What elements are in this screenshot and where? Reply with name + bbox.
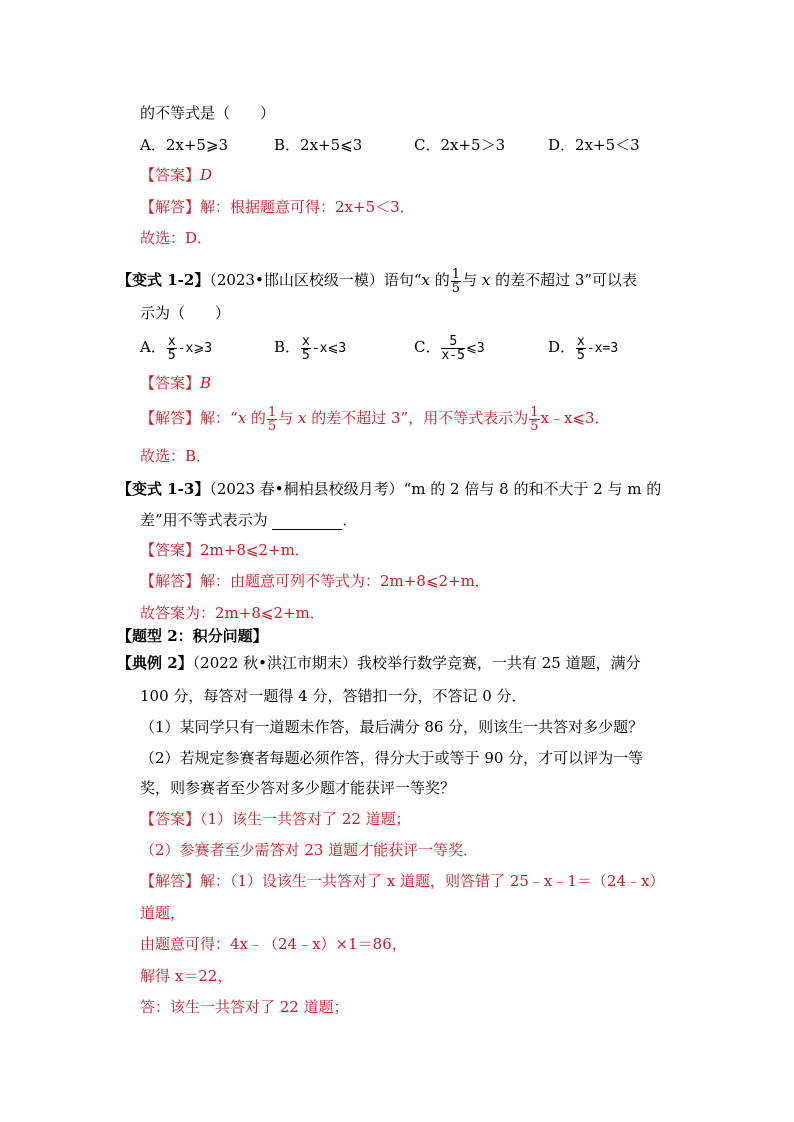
solution-var: x <box>237 409 247 427</box>
numerator: x <box>302 334 310 349</box>
solution-label: 【解答】 <box>140 872 201 890</box>
option-expr: -x⩾3 <box>177 341 213 356</box>
denominator: 5 <box>530 418 539 434</box>
choose-line: 故选：D． <box>140 229 213 247</box>
solution-text: x﹣x⩽3． <box>540 409 610 427</box>
solution-line <box>140 400 610 436</box>
question-part-2-cont: 奖，则参赛者至少答对多少题才能获评一等奖？ <box>140 779 456 797</box>
solution-line <box>140 197 415 217</box>
answer-value: 2m+8⩽2+m． <box>200 541 310 559</box>
question-stem-tail: 的不等式是（ ） <box>140 104 276 122</box>
fraction <box>301 335 311 362</box>
question-part-2: （2）若规定参赛者每题必须作答，得分大于或等于 90 分，才可以评为一等 <box>140 749 644 767</box>
question-stem-line2: 100 分，每答对一题得 4 分，答错扣一分，不答记 0 分． <box>140 687 527 705</box>
option-label: B． <box>274 338 301 356</box>
option-label: A． <box>140 338 166 356</box>
answer-label: 【答案】 <box>140 374 201 392</box>
denominator: 5 <box>451 280 461 296</box>
question-source: （2023 春•桐柏县校级月考） <box>209 480 404 498</box>
stem-text: 语句“ <box>383 271 422 289</box>
option-expr: -x=3 <box>586 341 619 356</box>
solution-line-4: 解得 x＝22， <box>140 967 233 985</box>
question-stem <box>117 262 637 298</box>
example-tag: 【典例 2】 <box>117 654 193 672</box>
fraction <box>529 406 539 433</box>
option-b: B．2x+5⩽3 <box>274 136 363 154</box>
answer-value: B <box>200 374 212 392</box>
solution-label: 【解答】 <box>140 198 201 216</box>
solution-text: 解：根据题意可得：2x+5＜3． <box>200 198 415 216</box>
solution-label: 【解答】 <box>140 409 201 427</box>
solution-line-2: 道题， <box>140 904 186 922</box>
solution-text: 的差不超过 3”，用不等式表示为 <box>306 409 529 427</box>
option-expr: ⩽3 <box>465 341 485 356</box>
solution-label: 【解答】 <box>140 572 201 590</box>
section-title: 【题型 2：积分问题】 <box>117 627 268 645</box>
question-stem-line2 <box>140 510 357 530</box>
answer-label: 【答案】 <box>140 541 201 559</box>
fraction <box>167 335 177 362</box>
answer-line <box>140 809 411 829</box>
numerator: 1 <box>267 404 277 420</box>
solution-text: 解：“ <box>200 409 238 427</box>
denominator: 5 <box>577 348 585 363</box>
stem-var: x <box>481 271 491 289</box>
stem-text: 与 <box>462 271 482 289</box>
answer-line <box>140 540 310 560</box>
denominator: 5 <box>167 348 176 363</box>
numerator: 1 <box>451 266 461 282</box>
question-part-1: （1）某同学只有一道题未作答，最后满分 86 分，则该生一共答对多少题？ <box>140 718 644 736</box>
option-d: D．2x+5＜3 <box>548 136 640 154</box>
answer-line-2: （2）参赛者至少需答对 23 道题才能获评一等奖． <box>140 841 479 859</box>
question-stem-line2: 示为（ ） <box>140 304 231 322</box>
stem-text: 我校举行数学竞赛，一共有 25 道题，满分 <box>356 654 641 672</box>
denominator: 5 <box>267 418 277 434</box>
numerator: 1 <box>530 404 539 420</box>
numerator: 5 <box>441 335 464 349</box>
conclusion-line: 故答案为：2m+8⩽2+m． <box>140 604 325 622</box>
answer-blank <box>272 515 342 530</box>
solution-text: 解：由题意可列不等式为：2m+8⩽2+m． <box>200 572 490 590</box>
option-c: C．2x+5＞3 <box>414 136 506 154</box>
solution-var: x <box>298 409 307 427</box>
answer-label: 【答案】 <box>140 166 201 184</box>
solution-line <box>140 871 664 891</box>
solution-text: 的 <box>246 409 266 427</box>
option-a <box>140 332 212 364</box>
numerator: x <box>167 334 176 349</box>
denominator: 5 <box>302 348 310 363</box>
question-source: （2023•邯山区校级一模） <box>209 271 384 289</box>
fraction <box>576 335 586 362</box>
question-stem <box>117 479 661 499</box>
stem-text: “m 的 2 倍与 8 的和不大于 2 与 m 的 <box>403 480 662 498</box>
denominator: x-5 <box>441 348 465 363</box>
option-label: D． <box>548 338 576 356</box>
answer-line <box>140 373 211 393</box>
stem-var: x <box>421 271 430 289</box>
variant-tag: 【变式 1-3】 <box>117 480 210 498</box>
option-a: A．2x+5⩾3 <box>140 136 229 154</box>
answer-line <box>140 165 212 185</box>
stem-text: 的 <box>430 271 450 289</box>
fraction <box>441 335 464 362</box>
variant-tag: 【变式 1-2】 <box>117 271 210 289</box>
option-expr: -x⩽3 <box>311 341 347 356</box>
option-c <box>414 332 485 364</box>
answer-label: 【答案】 <box>140 810 201 828</box>
solution-line-5: 答：该生一共答对了 22 道题； <box>140 998 349 1016</box>
solution-text: 与 <box>278 409 298 427</box>
choose-line: 故选：B． <box>140 447 212 465</box>
solution-line-3: 由题意可得：4x﹣（24﹣x）×1＝86， <box>140 935 407 953</box>
option-d <box>548 332 618 364</box>
answer-value: D <box>200 166 213 184</box>
option-label: C． <box>414 338 441 356</box>
stem-text: 差”用不等式表示为 <box>140 511 268 529</box>
stem-text: ． <box>342 511 358 529</box>
fraction <box>267 406 277 433</box>
solution-line <box>140 571 490 591</box>
option-b <box>274 332 346 364</box>
fraction <box>451 268 461 295</box>
answer-value: （1）该生一共答对了 22 道题； <box>200 810 411 828</box>
solution-text: 解：（1）设该生一共答对了 x 道题，则答错了 25﹣x﹣1＝（24﹣x） <box>200 872 665 890</box>
stem-text: 的差不超过 3”可以表 <box>490 271 638 289</box>
numerator: x <box>577 334 585 349</box>
question-stem <box>117 653 641 673</box>
question-source: （2022 秋•洪江市期末） <box>192 654 357 672</box>
